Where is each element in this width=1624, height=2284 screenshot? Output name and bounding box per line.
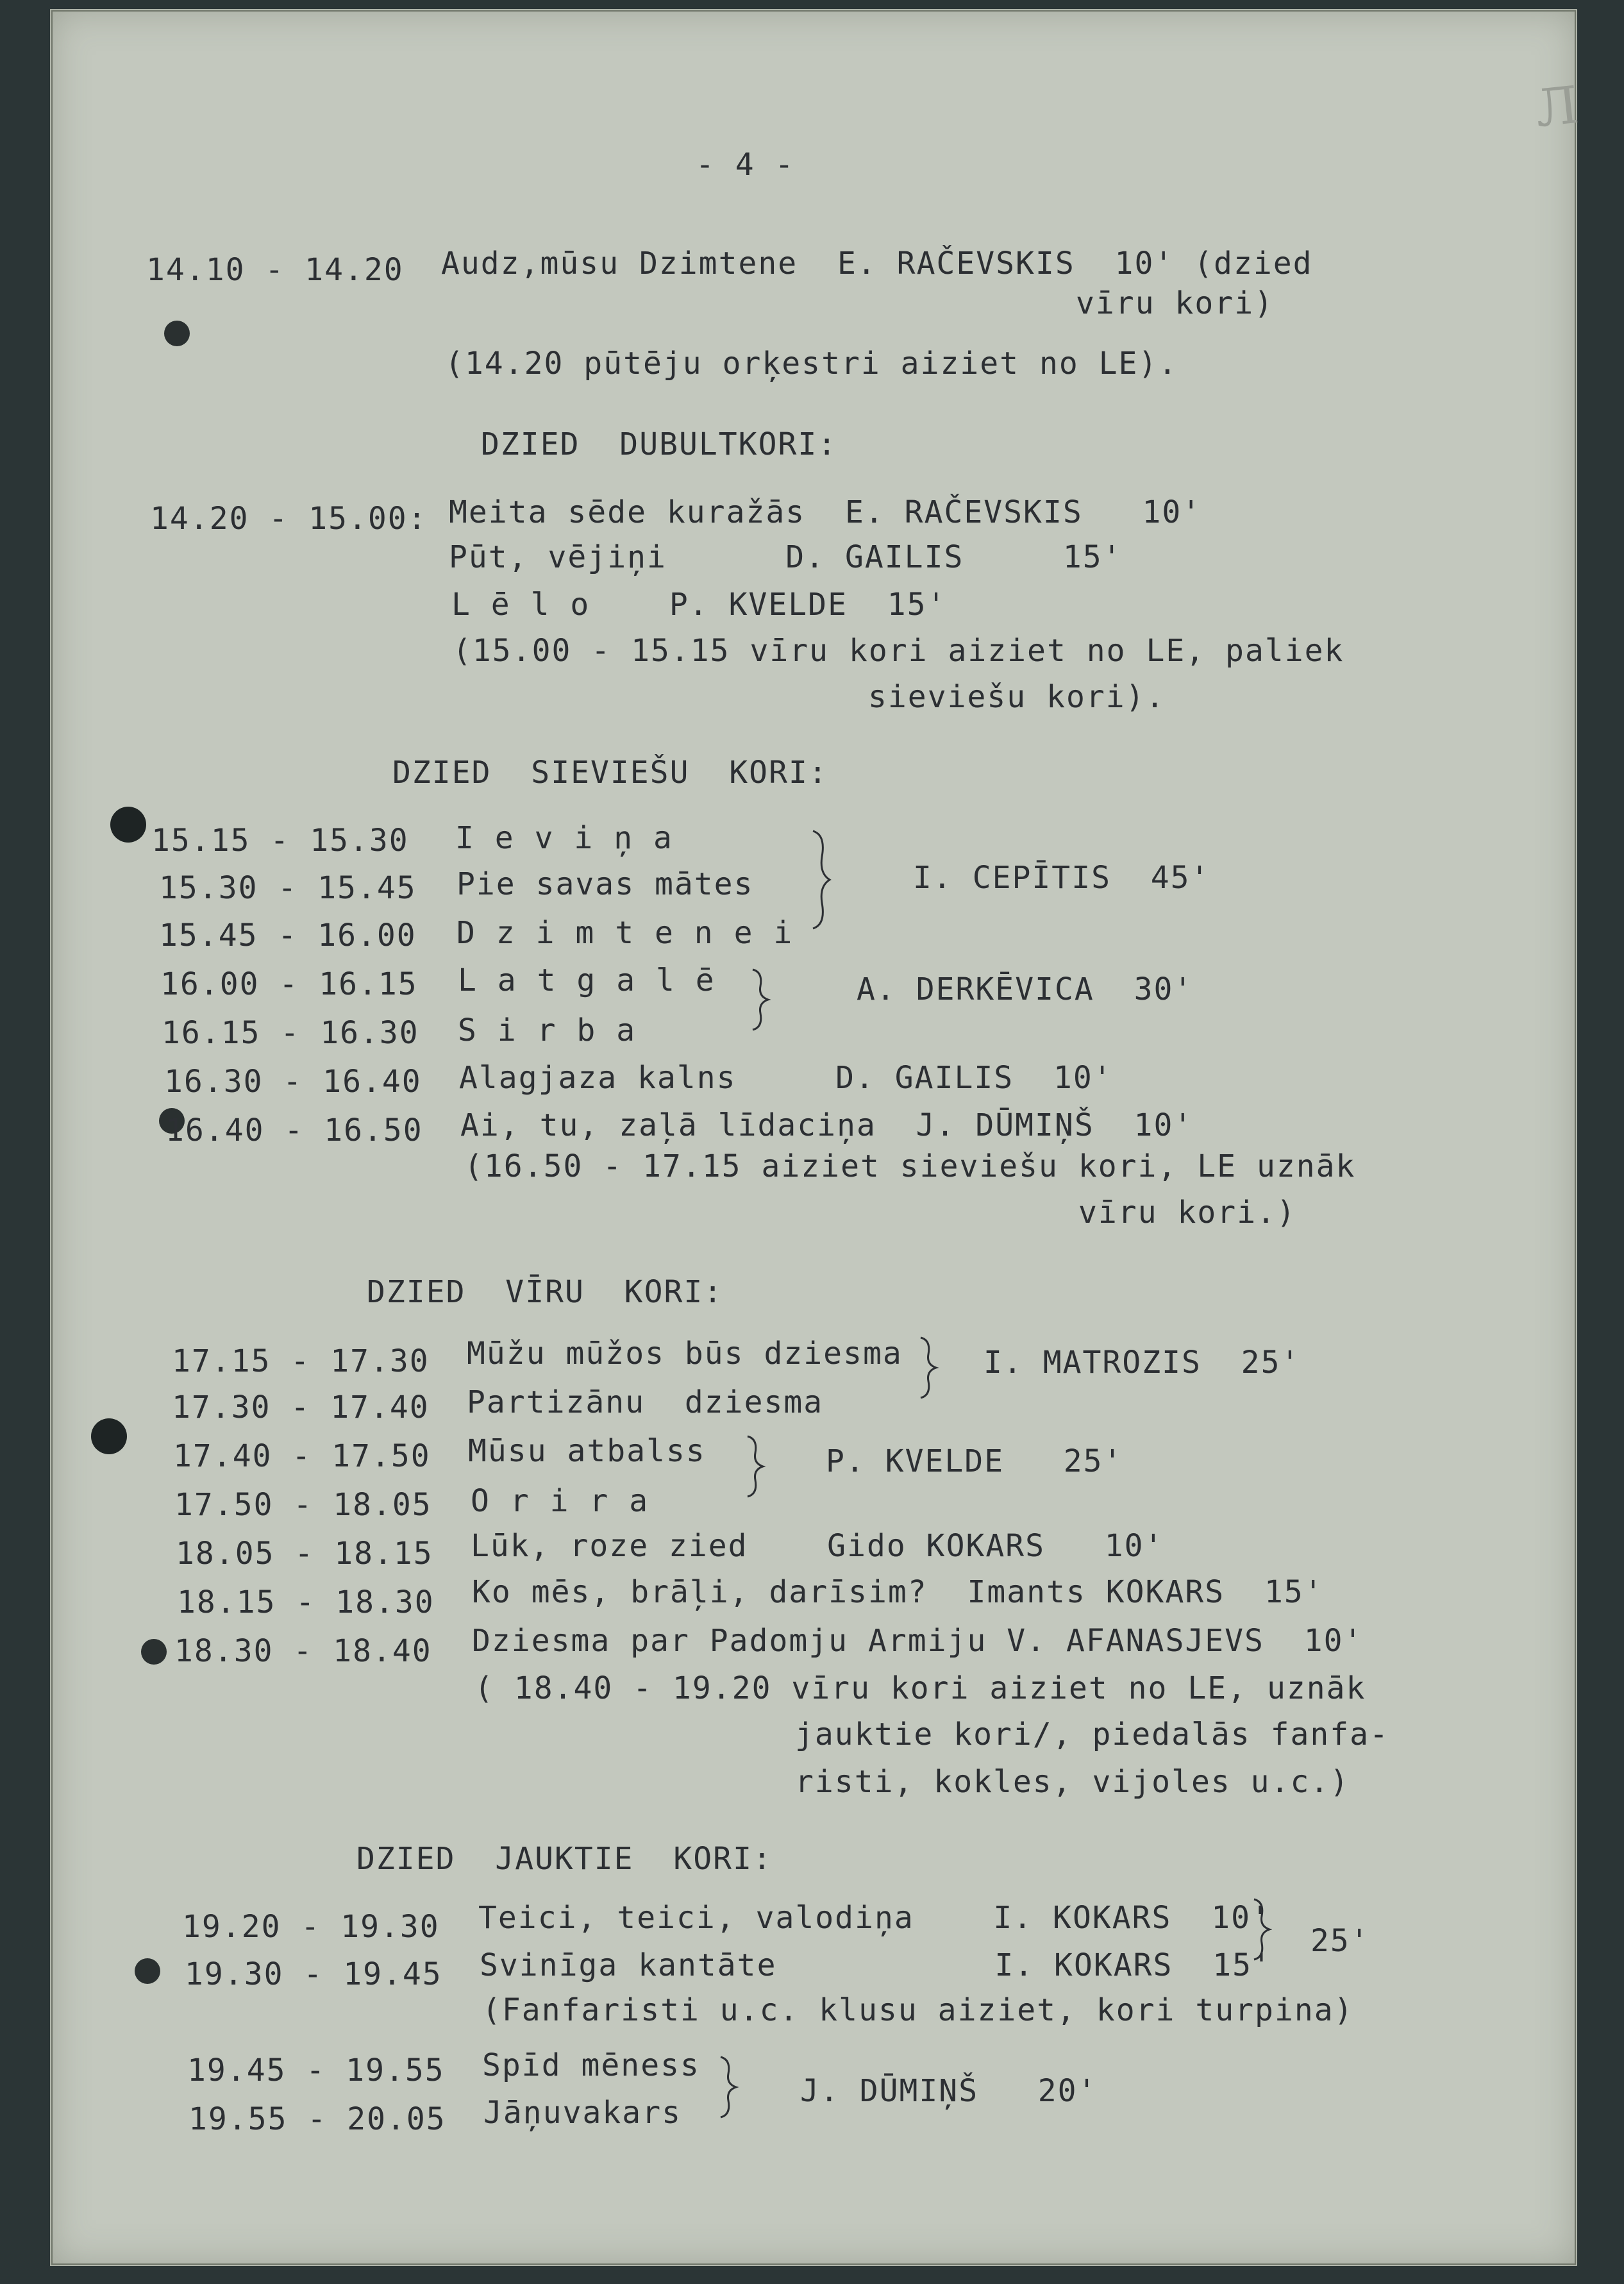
section-heading: DZIED JAUKTIE KORI: [356, 1841, 773, 1877]
line-time: 15.30 - 15.45 [159, 870, 417, 906]
line-text: (15.00 - 15.15 vīru kori aiziet no LE, paliek [453, 633, 1344, 669]
line-text: Alagjaza kalns D. GAILIS 10' [459, 1060, 1113, 1096]
line-text: O r i r a [471, 1483, 649, 1519]
line-text: 25' [1310, 1923, 1370, 1959]
line-text: Ai, tu, zaļā līdaciņa J. DŪMIŅŠ 10' [460, 1107, 1194, 1143]
line-text: S i r b a [458, 1012, 637, 1048]
line-text: vīru kori.) [1078, 1195, 1296, 1230]
brace [808, 828, 833, 931]
line-text: I. CEPĪTIS 45' [913, 860, 1210, 896]
line-time: 15.15 - 15.30 [151, 823, 409, 859]
line-text: Mūsu atbalss [468, 1433, 706, 1469]
line-text: Ko mēs, brāļi, darīsim? Imants KOKARS 15' [472, 1574, 1324, 1610]
line-time: 16.15 - 16.30 [162, 1015, 419, 1051]
line-text: I. MATROZIS 25' [984, 1345, 1301, 1381]
line-time: 14.10 - 14.20 [146, 252, 404, 288]
line-time: 19.45 - 19.55 [187, 2053, 445, 2088]
line-time: 16.30 - 16.40 [164, 1064, 422, 1100]
line-time: 18.30 - 18.40 [174, 1633, 432, 1669]
line-time: 19.55 - 20.05 [188, 2101, 446, 2137]
punch-hole [110, 807, 146, 843]
line-text: (16.50 - 17.15 aiziet sieviešu kori, LE uznāk [464, 1148, 1356, 1184]
line-text: jauktie kori/, piedalās fanfa- [795, 1717, 1389, 1752]
punch-hole [91, 1418, 127, 1454]
line-text: Audz,mūsu Dzimtene E. RAČEVSKIS 10' (dzied [441, 246, 1313, 281]
punch-hole [135, 1958, 160, 1984]
brace [749, 967, 771, 1032]
section-heading: DZIED DUBULTKORI: [481, 426, 838, 462]
brace [917, 1335, 939, 1400]
line-text: J. DŪMIŅŠ 20' [800, 2073, 1098, 2109]
line-time: 17.40 - 17.50 [173, 1438, 431, 1474]
line-time: 16.00 - 16.15 [160, 966, 418, 1002]
brace [717, 2054, 739, 2120]
line-text: risti, kokles, vijoles u.c.) [795, 1764, 1350, 1800]
line-text: Pie savas mātes [456, 866, 754, 902]
line-text: Lūk, roze zied Gido KOKARS 10' [471, 1528, 1164, 1564]
line-time: 15.45 - 16.00 [159, 918, 417, 953]
line-text: A. DERKĒVICA 30' [857, 971, 1194, 1007]
line-time: 18.15 - 18.30 [177, 1584, 435, 1620]
line-time: 19.20 - 19.30 [182, 1909, 440, 1945]
line-time: 17.30 - 17.40 [172, 1390, 430, 1425]
line-text: Mūžu mūžos būs dziesma [467, 1336, 903, 1372]
brace [744, 1434, 766, 1499]
section-heading: DZIED VĪRU KORI: [367, 1274, 724, 1310]
line-text: L a t g a l ē [458, 962, 716, 998]
brace [1250, 1897, 1272, 1962]
line-time: 17.15 - 17.30 [172, 1343, 430, 1379]
line-text: (14.20 pūtēju orķestri aiziet no LE). [445, 346, 1178, 382]
section-heading: DZIED SIEVIEŠU KORI: [392, 755, 828, 791]
line-text: Jāņuvakars [483, 2095, 682, 2131]
line-time: 17.50 - 18.05 [174, 1487, 432, 1523]
line-text: Partizānu dziesma [467, 1384, 824, 1420]
pencil-mark: Л [1532, 74, 1582, 139]
line-text: D z i m t e n e i [456, 915, 794, 951]
line-text: Meita sēde kuražās E. RAČEVSKIS 10' [449, 494, 1202, 530]
line-time: 18.05 - 18.15 [176, 1536, 433, 1572]
page-number: - 4 - [696, 147, 795, 183]
line-text: (Fanfaristi u.c. klusu aiziet, kori turpina) [482, 1992, 1354, 2028]
line-text: Pūt, vējiņi D. GAILIS 15' [449, 539, 1123, 575]
line-text: vīru kori) [1076, 285, 1274, 321]
line-text: I e v i ņ a [455, 820, 673, 856]
line-text: ( 18.40 - 19.20 vīru kori aiziet no LE, uznāk [474, 1670, 1366, 1706]
line-text: Dziesma par Padomju Armiju V. AFANASJEVS 10' [472, 1623, 1364, 1659]
line-text: Teici, teici, valodiņa I. KOKARS 10' [478, 1900, 1271, 1936]
line-text: P. KVELDE 25' [826, 1443, 1123, 1479]
line-text: sieviešu kori). [868, 679, 1166, 715]
line-time: 19.30 - 19.45 [185, 1956, 442, 1992]
line-text: Svinīga kantāte I. KOKARS 15' [480, 1947, 1272, 1983]
line-text: Spīd mēness [482, 2047, 700, 2083]
punch-hole [164, 321, 190, 346]
line-time: 14.20 - 15.00: [150, 501, 428, 537]
line-text: L ē l o P. KVELDE 15' [451, 587, 947, 623]
line-time: 16.40 - 16.50 [165, 1113, 423, 1148]
punch-hole [141, 1639, 167, 1665]
